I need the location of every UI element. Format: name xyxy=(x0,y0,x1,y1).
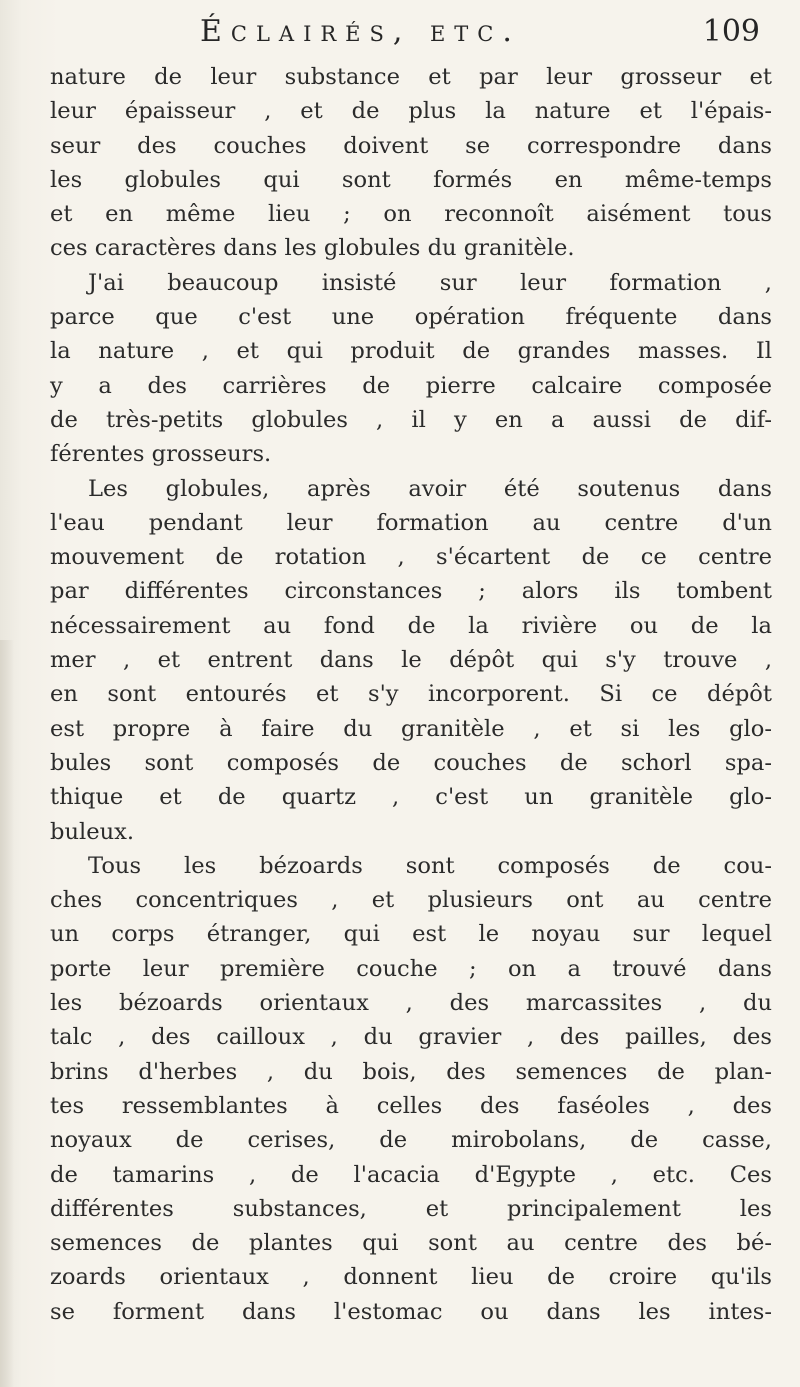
text-line: leur épaisseur , et de plus la nature et l'épais- xyxy=(50,98,772,125)
text-line: est propre à faire du granitèle , et si les glo- xyxy=(50,715,772,742)
text-line: J'ai beaucoup insisté sur leur formation , xyxy=(88,269,772,296)
text-line: de tamarins , de l'acacia d'Egypte , etc. Ces xyxy=(50,1161,772,1188)
text-line: bules sont composés de couches de schorl spa- xyxy=(50,749,772,776)
text-line: férentes grosseurs. xyxy=(50,441,272,468)
text-line: l'eau pendant leur formation au centre d'un xyxy=(50,509,772,536)
text-line: les bézoards orientaux , des marcassites , du xyxy=(50,990,772,1017)
text-line: de très-petits globules , il y en a aussi de dif- xyxy=(50,406,772,433)
text-line: se forment dans l'estomac ou dans les intes- xyxy=(50,1298,772,1325)
text-line: Les globules, après avoir été soutenus dans xyxy=(88,475,772,502)
text-line: et en même lieu ; on reconnoît aisément tous xyxy=(50,201,772,228)
text-line: tes ressemblantes à celles des faséoles , des xyxy=(50,1092,772,1119)
text-line: seur des couches doivent se correspondre dans xyxy=(50,132,772,159)
text-line: Tous les bézoards sont composés de cou- xyxy=(88,852,772,879)
text-line: ches concentriques , et plusieurs ont au centre xyxy=(50,887,772,914)
body-text xyxy=(50,60,772,1329)
text-line: un corps étranger, qui est le noyau sur lequel xyxy=(50,921,772,948)
text-line: parce que c'est une opération fréquente dans xyxy=(50,304,772,331)
text-line: talc , des cailloux , du gravier , des pailles, des xyxy=(50,1024,772,1051)
text-line: zoards orientaux , donnent lieu de croire qu'ils xyxy=(50,1264,772,1291)
text-line: la nature , et qui produit de grandes masses. Il xyxy=(50,338,772,365)
text-line: thique et de quartz , c'est un granitèle glo- xyxy=(50,784,772,811)
text-line: noyaux de cerises, de mirobolans, de casse, xyxy=(50,1127,772,1154)
page-edge-shadow xyxy=(0,640,14,1387)
text-line: nature de leur substance et par leur grosseur et xyxy=(50,64,772,90)
text-line: nécessairement au fond de la rivière ou de la xyxy=(50,612,772,639)
text-line: buleux. xyxy=(50,818,135,845)
text-line: en sont entourés et s'y incorporent. Si ce dépôt xyxy=(50,681,772,708)
text-line: brins d'herbes , du bois, des semences de plan- xyxy=(50,1058,772,1085)
running-header xyxy=(200,14,760,54)
text-line: par différentes circonstances ; alors ils tombent xyxy=(50,578,772,605)
text-line: mouvement de rotation , s'écartent de ce centre xyxy=(50,544,772,571)
text-line: mer , et entrent dans le dépôt qui s'y trouve , xyxy=(50,647,772,674)
text-line: semences de plantes qui sont au centre des bé- xyxy=(50,1230,772,1257)
running-title: Éclairés, etc. xyxy=(200,14,521,49)
text-line: différentes substances, et principalement les xyxy=(50,1195,772,1222)
page-number: 109 xyxy=(702,14,760,49)
text-line: porte leur première couche ; on a trouvé dans xyxy=(50,955,772,982)
text-line: les globules qui sont formés en même-temps xyxy=(50,166,772,193)
text-line: ces caractères dans les globules du granitèle. xyxy=(50,235,575,262)
text-line: y a des carrières de pierre calcaire composée xyxy=(50,372,772,399)
